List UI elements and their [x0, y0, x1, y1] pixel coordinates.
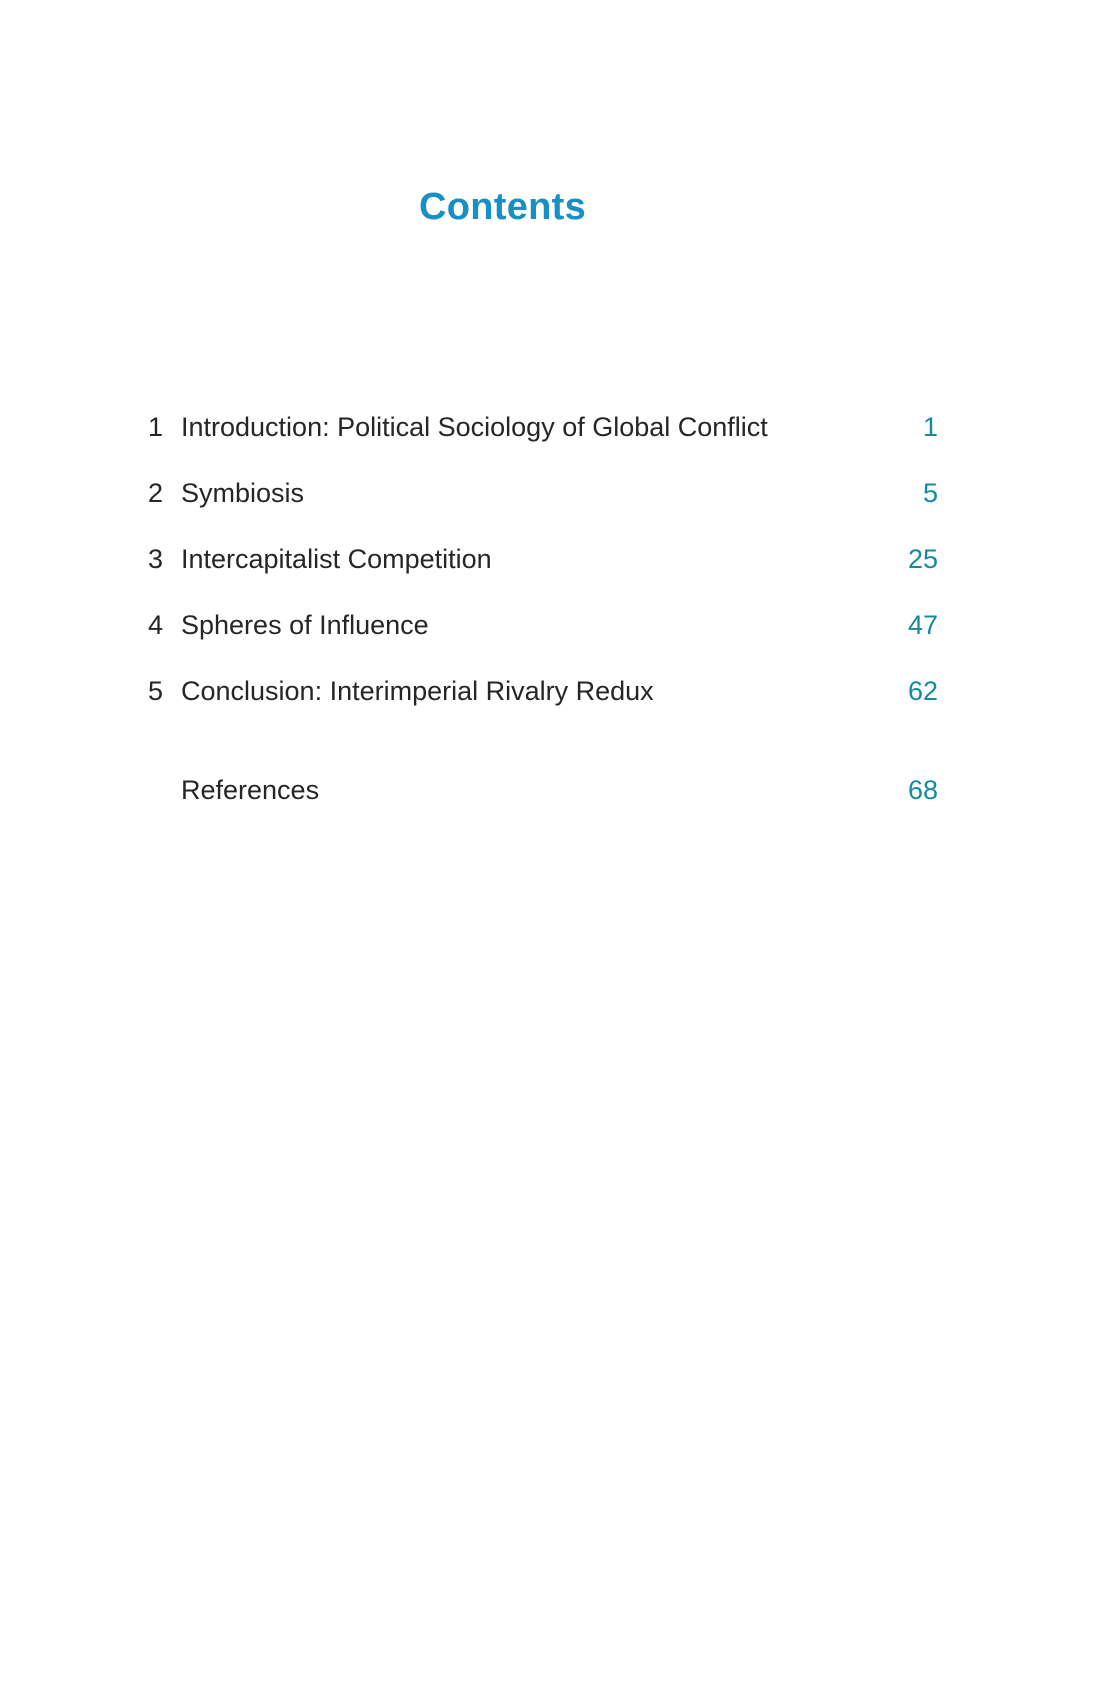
- toc-entry-2[interactable]: [148, 476, 938, 542]
- toc-entry-4[interactable]: [148, 608, 938, 674]
- toc-entry-5[interactable]: [148, 674, 938, 740]
- toc-entry-3[interactable]: [148, 542, 938, 608]
- toc-entry-number: 5: [148, 676, 164, 706]
- toc-entry-page: 25: [907, 544, 938, 574]
- toc-entry-page: 68: [907, 775, 938, 805]
- toc-entry-references[interactable]: [148, 773, 938, 839]
- page-title: Contents: [418, 186, 587, 228]
- toc-entry-title: Symbiosis: [181, 478, 305, 508]
- toc-entry-number: 1: [148, 412, 164, 442]
- toc-entry-number: 3: [148, 544, 164, 574]
- toc-entry-number: 4: [148, 610, 164, 640]
- toc-entry-title: Spheres of Influence: [181, 610, 429, 640]
- toc-entry-number: 2: [148, 478, 164, 508]
- toc-entry-title: Introduction: Political Sociology of Global Conflict: [181, 412, 768, 442]
- toc-entry-title: References: [181, 775, 320, 805]
- toc-entry-page: 1: [922, 412, 938, 442]
- toc-entry-page: 5: [922, 478, 938, 508]
- toc-entry-page: 62: [907, 676, 938, 706]
- toc-entry-title: Conclusion: Interimperial Rivalry Redux: [181, 676, 654, 706]
- table-of-contents: [148, 410, 938, 839]
- toc-entry-1[interactable]: [148, 410, 938, 476]
- toc-entry-page: 47: [907, 610, 938, 640]
- toc-entry-title: Intercapitalist Competition: [181, 544, 492, 574]
